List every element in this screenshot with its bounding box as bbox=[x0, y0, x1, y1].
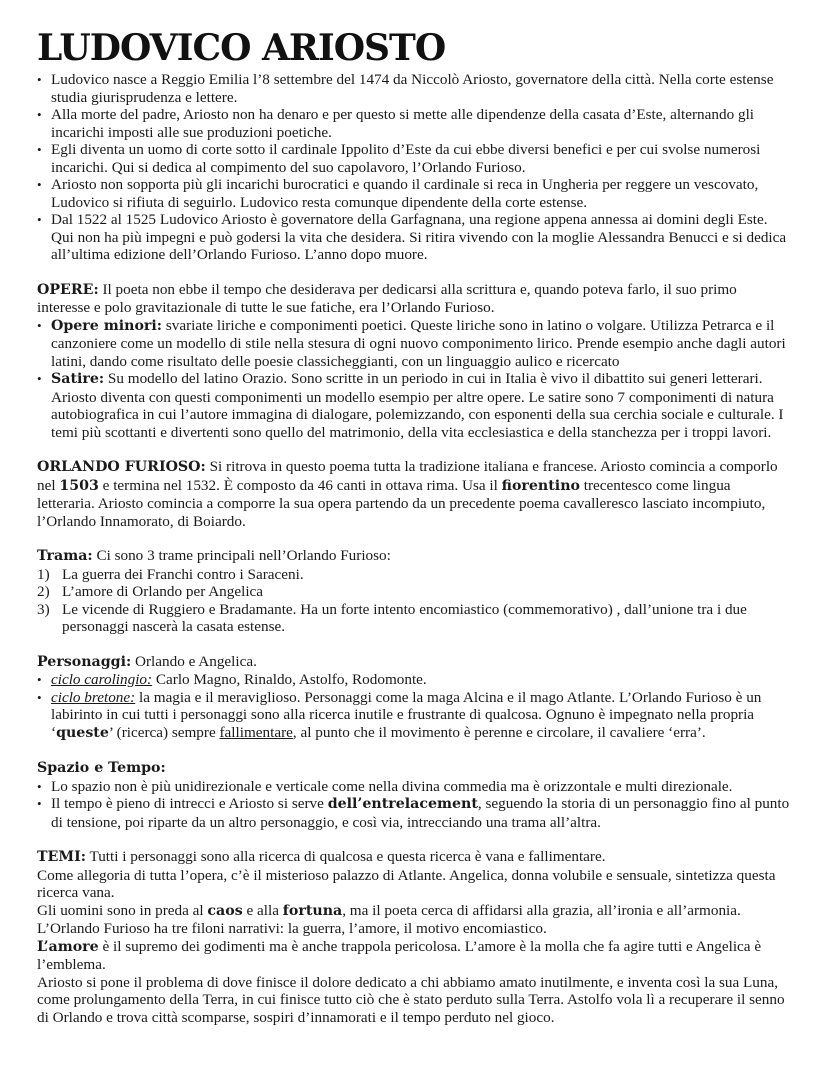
temi-paragraph: TEMI: Tutti i personaggi sono alla ricerca di qualcosa e questa ricerca è vana e fallimentare. bbox=[37, 848, 606, 865]
trama-list bbox=[37, 566, 792, 636]
spazio-tempo-section bbox=[37, 759, 792, 831]
list-item: • Egli diventa un uomo di corte sotto il cardinale Ippolito d’Este da cui ebbe diversi benefici e per cui svolse numerosi incarichi. Qui si dedica al compimento del suo capolavoro, l’Orlando Furioso. bbox=[37, 141, 792, 176]
list-item: • Ariosto non sopporta più gli incarichi burocratici e quando il cardinale si reca in Ungheria per reggere un vescovato, Ludovico si rifiuta di seguirlo. Ludovico resta comunque dipendente della corte estense. bbox=[37, 176, 792, 211]
spazio-tempo-heading-line bbox=[37, 759, 792, 778]
orlando-paragraph: ORLANDO FURIOSO: Si ritrova in questo poema tutta la tradizione italiana e francese. Ariosto comincia a comporlo nel 1503 e termina nel 1532. È composto da 46 canti in ottava rima. Usa il fiorentino trecentesco come lingua letteraria. Ariosto comincia a comporre la sua opera partendo da un precedente poema cavalleresco lasciato incompiuto, l’Orlando Innamorato, di Boiardo. bbox=[37, 458, 778, 530]
list-item: • Opere minori: svariate liriche e componimenti poetici. Queste liriche sono in latino o volgare. Utilizza Petrarca e il canzoniere come un modello di stile nella stesura di ogni nuovo componimento lirico. Prende esempio anche dagli autori latini, dando come risultato delle poesie classicheggianti, con un linguaggio aulico e ricercato bbox=[37, 317, 792, 371]
fiorentino-emphasis: fiorentino bbox=[501, 477, 580, 494]
opere-paragraph: OPERE: Il poeta non ebbe il tempo che desiderava per dedicarsi alla scrittura e, quando poteva farlo, il suo primo interesse e polo gravitazionale di tutte le sue fatiche, era l’Orlando Furioso. bbox=[37, 280, 737, 316]
trama-heading: Trama: bbox=[37, 548, 93, 564]
personaggi-paragraph: Personaggi: Orlando e Angelica. bbox=[37, 652, 257, 670]
spazio-tempo-list bbox=[37, 778, 792, 832]
entrelacement-emphasis: dell’entrelacement bbox=[327, 796, 478, 812]
trama-section bbox=[37, 547, 792, 636]
personaggi-heading: Personaggi: bbox=[37, 653, 132, 670]
opere-minori-label: Opere minori: bbox=[51, 317, 163, 334]
temi-paragraph: Ariosto si pone il problema di dove finisce il dolore dedicato a chi abbiamo amato inutilmente, e inventa così la sua Luna, come prolungamento della Terra, in cui finisce tutto ciò che è stato perduto sulla Terra. Astolfo vola lì a recuperare il senno di Orlando e trova città scomparse, sospiri d’innamorati e il tempo perduto nel gioco. bbox=[37, 973, 785, 1026]
ciclo-bretone-label: ciclo bretone: bbox=[51, 688, 136, 706]
ciclo-carolingio-label: ciclo carolingio: bbox=[51, 671, 153, 688]
temi-paragraph: L’Orlando Furioso ha tre filoni narrativi: la guerra, l’amore, il motivo encomiastico. bbox=[37, 920, 547, 937]
temi-paragraph: Gli uomini sono in preda al caos e alla fortuna, ma il poeta cerca di affidarsi alla grazia, all’ironia e all’armonia. bbox=[37, 901, 741, 919]
list-item: • Satire: Su modello del latino Orazio. Sono scritte in un periodo in cui in Italia è vivo il dibattito sui generi letterari. Ariosto diventa con questi componimenti un modello esempio per altre opere. Le satire sono 7 componimenti di natura autobiografica in cui l’autore immagina di dialogare, polemizzando, con esponenti della sua cerchia sociale e culturale. I temi più scottanti e divertenti sono quello del matrimonio, della vita ecclesiastica e della stanchezza per i troppi lavori. bbox=[37, 370, 792, 441]
orlando-section bbox=[37, 458, 792, 530]
opere-list bbox=[37, 317, 792, 442]
spazio-tempo-heading: Spazio e Tempo: bbox=[37, 760, 166, 776]
list-item: • Dal 1522 al 1525 Ludovico Ariosto è governatore della Garfagnana, una regione appena annessa ai domini degli Este. Qui non ha più impegni e può godersi la vita che desidera. Si ritira vivendo con la moglie Alessandra Benucci e si dedica all’ultima edizione dell’Orlando Furioso. L’anno dopo muore. bbox=[37, 211, 792, 264]
queste-emphasis: queste bbox=[56, 724, 109, 741]
personaggi-list bbox=[37, 671, 792, 742]
list-item: • Ludovico nasce a Reggio Emilia l’8 settembre del 1474 da Niccolò Ariosto, governatore della città. Nella corte estense studia giurisprudenza e lettere. bbox=[37, 71, 792, 106]
fallimentare-underline: fallimentare bbox=[219, 723, 293, 741]
fortuna-emphasis: fortuna bbox=[282, 902, 343, 919]
opere-heading: OPERE: bbox=[37, 281, 99, 298]
caos-emphasis: caos bbox=[207, 902, 243, 919]
list-item: 1) La guerra dei Franchi contro i Saraceni. bbox=[37, 565, 304, 583]
intro-bullet-list bbox=[37, 71, 792, 264]
year-emphasis: 1503 bbox=[59, 477, 99, 494]
temi-section bbox=[37, 848, 792, 1026]
trama-paragraph: Trama: Ci sono 3 trame principali nell’Orlando Furioso: bbox=[37, 547, 391, 564]
list-item: • Il tempo è pieno di intrecci e Ariosto si serve dell’entrelacement, seguendo la storia di un personaggio fino al punto di tensione, poi riparte da un altro personaggio, e così via, intrecciando una trama all’altra. bbox=[37, 795, 792, 831]
list-item: 2) L’amore di Orlando per Angelica bbox=[37, 583, 264, 600]
list-item: • ciclo bretone: la magia e il meraviglioso. Personaggi come la maga Alcina e il mago Atlante. L’Orlando Furioso è un labirinto in cui tutti i personaggi sono alla ricerca inutile e frustrante di qualcosa. Ognuno è impegnato nella propria ‘queste’ (ricerca) sempre fallimentare, al punto che il movimento è perenne e circolare, il cavaliere ‘erra’. bbox=[37, 689, 792, 743]
satire-label: Satire: bbox=[51, 371, 105, 387]
temi-heading: TEMI: bbox=[37, 849, 86, 865]
page-title: LUDOVICO ARIOSTO bbox=[37, 27, 446, 69]
list-item: • Alla morte del padre, Ariosto non ha denaro e per questo si mette alle dipendenze della casata d’Este, alternando gli incarichi imposti alle sue produzioni poetiche. bbox=[37, 106, 792, 141]
amore-emphasis: L’amore bbox=[37, 938, 99, 955]
list-item: • Lo spazio non è più unidirezionale e verticale come nella divina commedia ma è orizzontale e multi direzionale. bbox=[37, 778, 792, 796]
temi-paragraph: Come allegoria di tutta l’opera, c’è il misterioso palazzo di Atlante. Angelica, donna volubile e sensuale, sintetizza questa ricerca vana. bbox=[37, 866, 776, 901]
temi-paragraph: L’amore è il supremo dei godimenti ma è anche trappola pericolosa. L’amore è la molla che fa agire tutti e Angelica è l’emblema. bbox=[37, 937, 762, 973]
personaggi-section bbox=[37, 653, 792, 743]
list-item: 3) Le vicende di Ruggiero e Bradamante. Ha un forte intento encomiastico (commemorativo) , dall’unione tra i due personaggi nascerà la casata estense. bbox=[37, 600, 747, 635]
opere-section bbox=[37, 281, 792, 442]
orlando-heading: ORLANDO FURIOSO: bbox=[37, 459, 206, 475]
list-item: • ciclo carolingio: Carlo Magno, Rinaldo, Astolfo, Rodomonte. bbox=[37, 671, 792, 689]
